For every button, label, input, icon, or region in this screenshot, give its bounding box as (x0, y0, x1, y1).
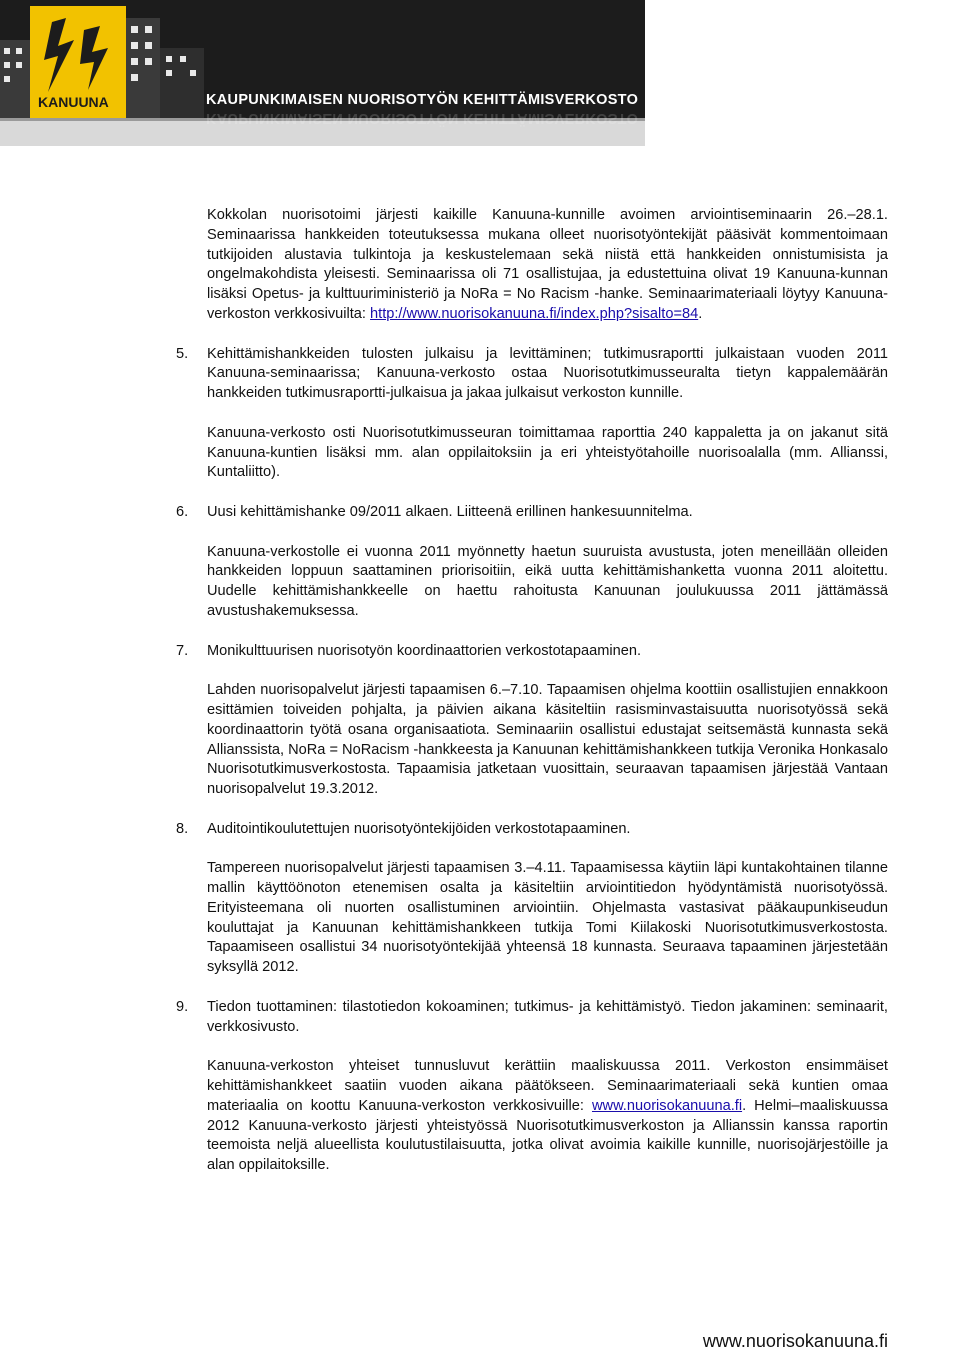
item-number: 8. (176, 820, 189, 837)
footer-url: www.nuorisokanuuna.fi (702, 1331, 888, 1351)
intro-paragraph: Kokkolan nuorisotoimi järjesti kaikille Kanuuna-kunnille avoimen arviointiseminaarin 26.–28.1. Seminaarissa hankkeiden toteutuksessa mukana olleet nuorisotyöntekijät pääsivät kommentoimaan tutkijoiden alustavia tulkintoja ja keskustelemaan sekä niistä että hankkeiden onnistumisista ja ongelmakohdista yleisesti. Seminaarissa oli 71 osallistujaa, ja edustettuina olivat 19 Kanuuna-kunnan lisäksi Opetus- ja kulttuuriministeriö ja NoRa = No Racism -hanke. Seminaarimateriaali löytyy Kanuuna-verkoston verkkosivuilta: http://www.nuorisokanuuna.fi/index.php?sisalto=84. (207, 207, 888, 322)
paragraph-8b: Tampereen nuorisopalvelut järjesti tapaamisen 3.–4.11. Tapaamisessa käytiin läpi kuntakohtainen tilanne mallin käyttöönoton etenemisen osalta ja käsiteltiin arviointitiedon hyödyntämistä nuorisotyössä. Erityisteemana oli nuorten osallistuminen arviointiin. Ohjelmasta vastasivat pääkaupunkiseudun kouluttajat ja Kanuunan kehittämishankkeen tutkija Tomi Kiilakoski Nuorisotutkimusverkostosta. Tapaamiseen osallistui 34 nuorisotyöntekijää yhteensä 18 kunnasta. Seuraava tapaaminen järjestetään syksyllä 2012. (207, 860, 888, 976)
header-banner (0, 0, 645, 146)
list-item-6 (176, 503, 888, 523)
list-item-5 (176, 345, 888, 404)
paragraph-6b: Kanuuna-verkostolle ei vuonna 2011 myönnetty haetun suuruista avustusta, joten meneillään olleiden hankkeiden loppuun saattaminen priorisoitiin, eikä uutta kehittämishanketta vuonna 2011 aloitettu. Uudelle kehittämishankkeelle on haettu rahoitusta Kanuunan joulukuussa 2011 jättämässä avustushakemuksessa. (207, 543, 888, 619)
item-text: Kehittämishankkeiden tulosten julkaisu ja levittäminen; tutkimusraportti julkaistaan vuoden 2011 Kanuuna-seminaarissa; Kanuuna-verkosto ostaa Nuorisotutkimusseuralta tietyn kappalemäärän hankkeiden tutkimusraportti-julkaisua ja jakaa julkaisut verkoston kunnille. (207, 345, 888, 402)
paragraph-5b: Kanuuna-verkosto osti Nuorisotutkimusseuran toimittamaa raporttia 240 kappaletta ja on jakanut sitä Kanuuna-kuntien lisäksi mm. alan oppilaitoksiin ja eri yhteistyötahoille nuorisoalalla (mm. Allianssi, Kuntaliitto). (207, 424, 888, 481)
list-item-9 (176, 998, 888, 1038)
paragraph-7b: Lahden nuorisopalvelut järjesti tapaamisen 6.–7.10. Tapaamisen ohjelma koottiin osallistujien ennakkoon esittämien toiveiden pohjalta, ja päivien aikana käsiteltiin rasisminvastaisuutta nuorisotyössä sekä koordinaattorin työtä osana organisaatiota. Seminaariin osallistui edustajat seitsemästä kunnasta sekä Allianssista, NoRa = NoRacism -hankkeesta ja Kanuunan kehittämishankkeen tutkija Veronika Honkasalo Nuorisotutkimusverkostosta. Tapaamisia jatketaan vuosittain, seuraavan tapaamisen järjestää Vantaan nuorisopalvelut 19.3.2012. (207, 682, 889, 798)
banner-title-reflection: KAUPUNKIMAISEN NUORISOTYÖN KEHITTÄMISVERKOSTO (206, 110, 639, 126)
seminar-material-link[interactable]: http://www.nuorisokanuuna.fi/index.php?sisalto=84 (370, 305, 699, 322)
logo-text: KANUUNA (38, 94, 109, 110)
item-number: 6. (176, 503, 189, 520)
item-number: 5. (176, 345, 189, 362)
list-item-8 (176, 820, 888, 840)
website-link[interactable]: www.nuorisokanuuna.fi (591, 1097, 743, 1114)
item-text: Uusi kehittämishanke 09/2011 alkaen. Liitteenä erillinen hankesuunnitelma. (207, 503, 693, 520)
item-text: Auditointikoulutettujen nuorisotyöntekijöiden verkostotapaaminen. (207, 820, 631, 837)
paragraph-9b: Kanuuna-verkoston yhteiset tunnusluvut kerättiin maaliskuussa 2011. Verkoston ensimmäiset kehittämishankkeet saatiin vuoden aikana päätökseen. Seminaarimateriaali sekä kuntien omaa materiaalia on koottu Kanuuna-verkoston verkkosivuille: www.nuorisokanuuna.fi. Helmi–maaliskuussa 2012 Kanuuna-verkosto järjesti yhteistyössä Nuorisotutkimusverkoston ja Allianssin kanssa raportin teemoista neljä alueellista koulutustilaisuutta, jotka olivat avoimia kaikille kunnille, nuorisojärjestöille ja alan oppilaitoksille. (207, 1058, 888, 1174)
banner-title: KAUPUNKIMAISEN NUORISOTYÖN KEHITTÄMISVERKOSTO (206, 92, 639, 108)
item-number: 7. (176, 642, 189, 659)
item-text: Monikulttuurisen nuorisotyön koordinaattorien verkostotapaaminen. (207, 642, 642, 659)
list-item-7 (176, 642, 888, 662)
item-text: Tiedon tuottaminen: tilastotiedon kokoaminen; tutkimus- ja kehittämistyö. Tiedon jakaminen: seminaarit, verkkosivusto. (207, 998, 888, 1035)
item-number: 9. (176, 998, 189, 1015)
document-body (176, 206, 889, 1196)
